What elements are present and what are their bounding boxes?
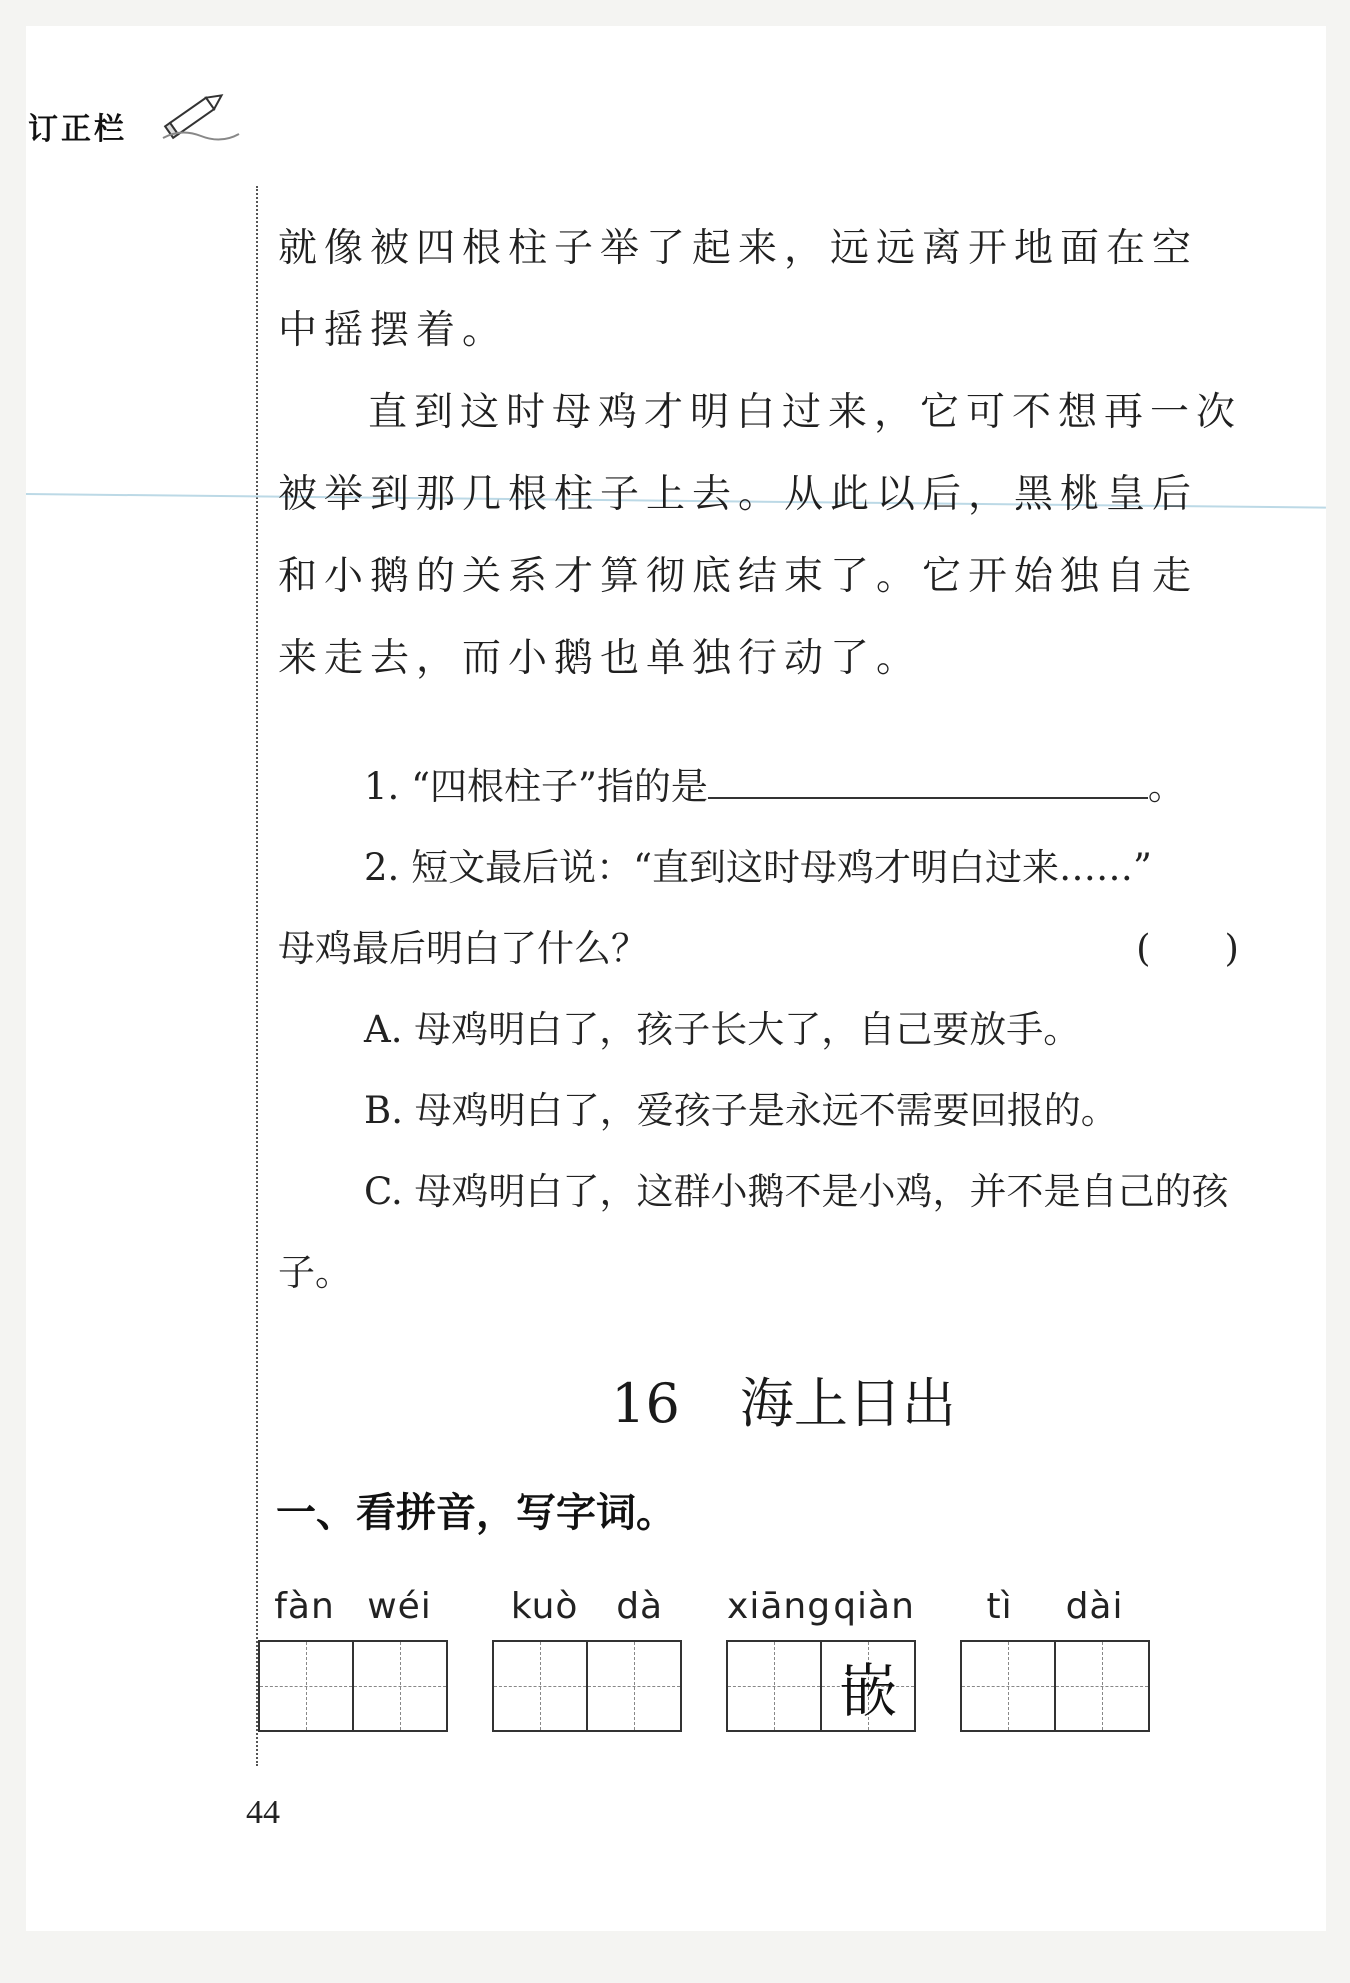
reading-questions [278, 746, 1243, 1313]
option-c: C. 母鸡明白了，这群小鹅不是小鸡，并不是自己的孩子。 [278, 1170, 1229, 1294]
option-a: A. 母鸡明白了，孩子长大了，自己要放手。 [364, 1008, 1081, 1051]
question-1-period: 。 [1147, 765, 1185, 808]
lesson-heading [26, 1361, 1326, 1438]
option-b: B. 母鸡明白了，爱孩子是永远不需要回报的。 [364, 1089, 1118, 1132]
pinyin-syllable: tì [986, 1586, 1013, 1627]
pinyin-syllable: xiāng [727, 1586, 832, 1627]
pinyin-syllable: dà [616, 1586, 664, 1627]
pinyin-syllable: fàn [274, 1586, 335, 1627]
character-cell[interactable] [352, 1642, 446, 1730]
answer-blank[interactable] [708, 761, 1148, 799]
correction-column-title: 订正栏 [28, 112, 127, 147]
pinyin-syllable: dài [1065, 1586, 1124, 1627]
character-grid-box [492, 1640, 682, 1732]
character-cell[interactable] [820, 1642, 914, 1730]
answer-parentheses[interactable]: ( ) [1136, 927, 1239, 970]
question-2-line-1: 2. 短文最后说：“直到这时母鸡才明白过来……” [364, 846, 1152, 889]
pinyin-syllable: kuò [510, 1586, 579, 1627]
workbook-page [26, 26, 1326, 1931]
pinyin-item [492, 1586, 682, 1732]
pinyin-item [726, 1586, 916, 1732]
character-cell[interactable] [260, 1642, 352, 1730]
page-number: 44 [246, 1794, 280, 1831]
character-cell[interactable] [494, 1642, 586, 1730]
lesson-title: 海上日出 [739, 1372, 956, 1435]
character-grid-box [960, 1640, 1150, 1732]
story-paragraph: 就像被四根柱子举了起来，远远离开地面在空中摇摆着。 [278, 226, 1199, 353]
exercise-heading: 一、看拼音，写字词。 [276, 1490, 676, 1536]
pinyin-syllable: wéi [367, 1586, 432, 1627]
pinyin-item [258, 1586, 448, 1732]
margin-dotted-rule [256, 186, 258, 1766]
character-cell[interactable] [586, 1642, 680, 1730]
question-1-text: 1. “四根柱子”指的是 [364, 765, 708, 808]
question-1 [278, 746, 1243, 827]
character-grid-box [726, 1640, 916, 1732]
character-cell[interactable] [1054, 1642, 1148, 1730]
character-cell[interactable] [728, 1642, 820, 1730]
story-passage [278, 208, 1243, 700]
pinyin-syllable: qiàn [833, 1586, 915, 1627]
character-cell[interactable] [962, 1642, 1054, 1730]
pinyin-item [960, 1586, 1150, 1732]
lesson-number: 16 [611, 1372, 680, 1435]
given-character: 嵌 [838, 1657, 897, 1725]
pencil-icon [161, 88, 241, 144]
question-2-line-2 [278, 908, 1243, 989]
question-2-text: 母鸡最后明白了什么？ [278, 927, 648, 970]
story-paragraph: 直到这时母鸡才明白过来，它可不想再一次被举到那几根柱子上去。从此以后，黑桃皇后和小鹅的关系才算彻底结束了。它开始独自走来走去，而小鹅也单独行动了。 [278, 390, 1243, 681]
character-grid-box [258, 1640, 448, 1732]
